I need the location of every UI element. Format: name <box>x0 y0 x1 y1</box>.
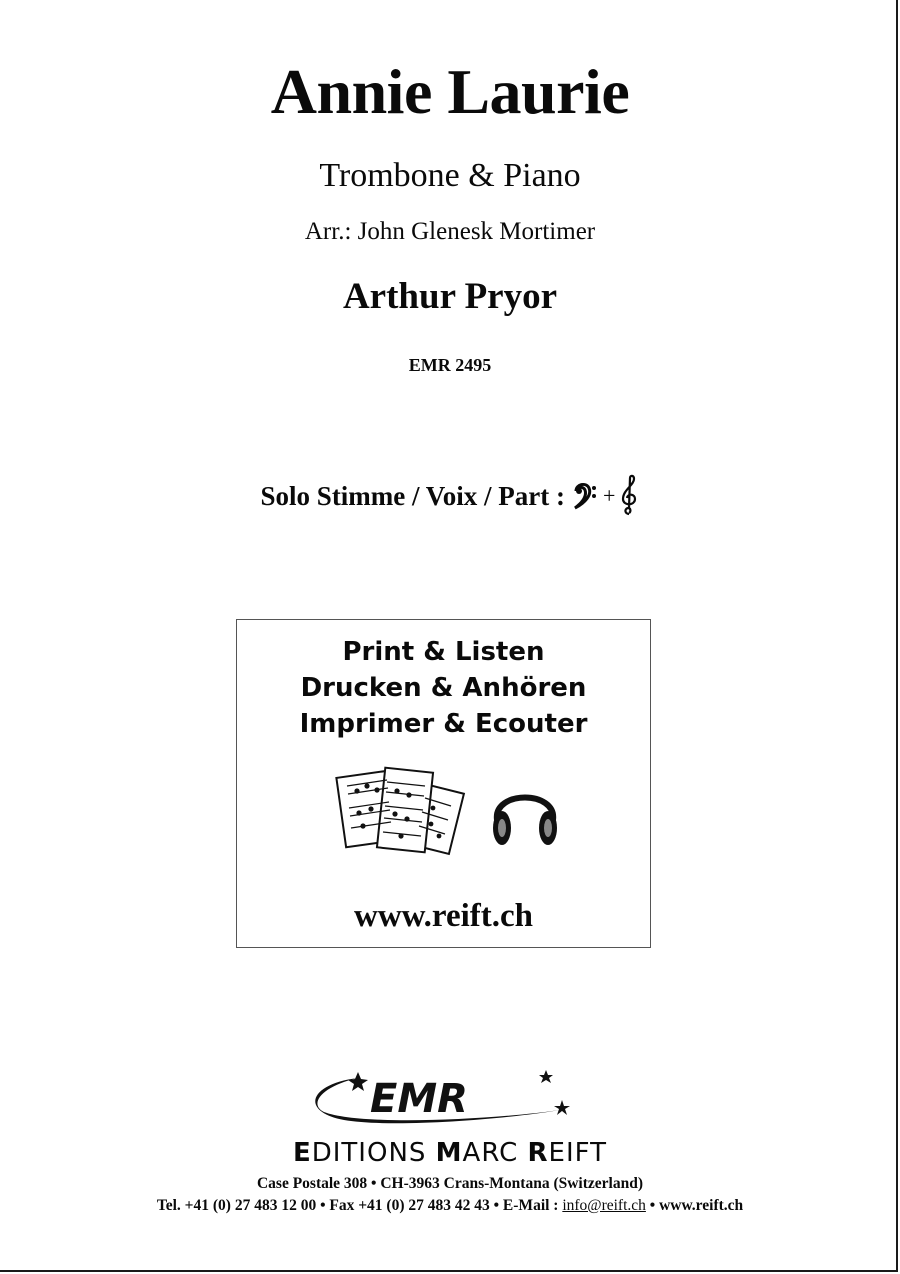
publisher-initial-r: R <box>527 1138 549 1168</box>
publisher-contact <box>0 1196 900 1216</box>
promo-line-french: Imprimer & Ecouter <box>299 709 588 739</box>
promo-line-english: Print & Listen <box>342 637 545 667</box>
parts-line <box>0 474 900 518</box>
piece-title: Annie Laurie <box>270 56 630 127</box>
contact-email-link[interactable]: info@reift.ch <box>562 1197 646 1214</box>
parts-plus: + <box>603 483 616 508</box>
publisher-address: Case Postale 308 • CH-3963 Crans-Montana (Switzerland) <box>256 1175 643 1192</box>
composer-name: Arthur Pryor <box>342 276 558 317</box>
publisher-initial-e: E <box>292 1138 312 1168</box>
instrumentation: Trombone & Piano <box>319 157 581 194</box>
print-and-listen-box <box>236 619 651 948</box>
contact-website[interactable]: • www.reift.ch <box>645 1197 744 1214</box>
treble-clef-icon <box>619 474 639 518</box>
promo-url[interactable]: www.reift.ch <box>353 898 534 934</box>
catalog-number: EMR 2495 <box>408 355 492 375</box>
publisher-word-2: ARC <box>462 1138 528 1168</box>
bass-clef-icon <box>573 481 599 511</box>
sheet-music-icon <box>335 764 467 864</box>
publisher-name <box>0 1136 900 1170</box>
parts-label: Solo Stimme / Voix / Part : <box>260 481 566 511</box>
logo-text: EMR <box>370 1076 468 1122</box>
parts-clefs <box>573 474 639 518</box>
contact-phone-fax: Tel. +41 (0) 27 483 12 00 • Fax +41 (0) 27 483 42 43 • E-Mail : <box>156 1197 563 1214</box>
arranger-credit: Arr.: John Glenesk Mortimer <box>304 218 596 245</box>
emr-logo <box>300 1070 590 1132</box>
publisher-word-1: DITIONS <box>311 1138 436 1168</box>
headphones-icon <box>489 776 561 852</box>
publisher-initial-m: M <box>435 1138 463 1168</box>
promo-line-german: Drucken & Anhören <box>300 673 587 703</box>
publisher-word-3: EIFT <box>548 1138 608 1168</box>
